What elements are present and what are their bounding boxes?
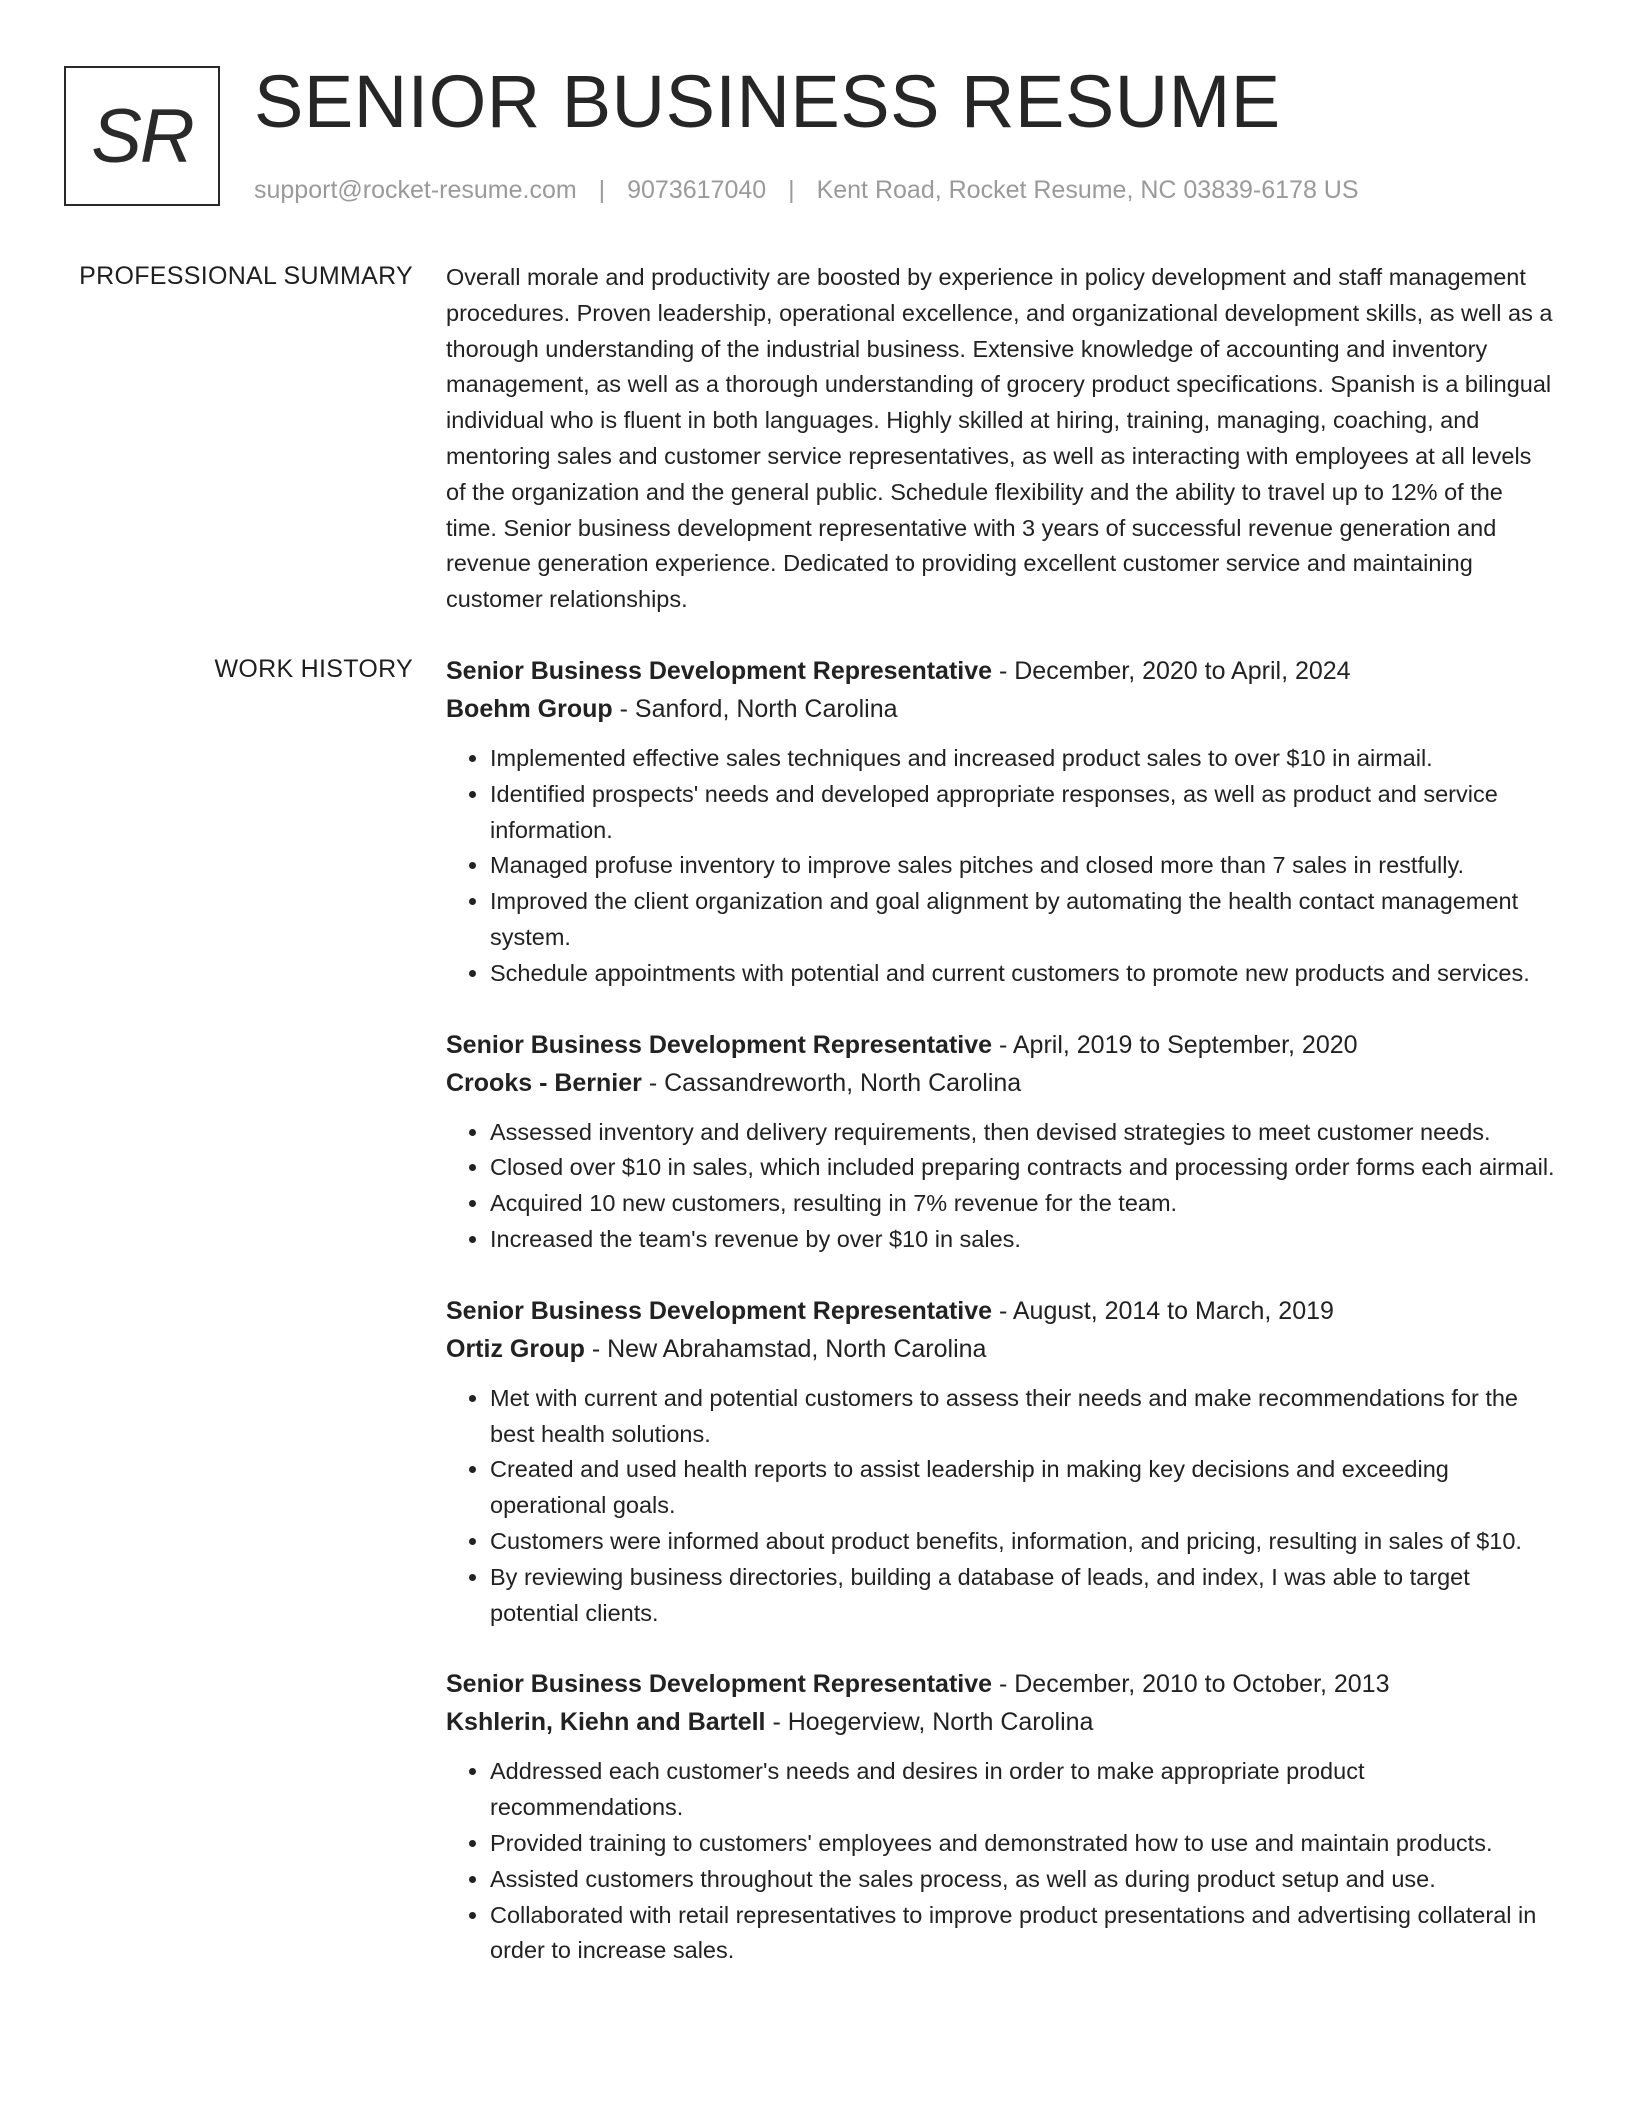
job-bullet: • Schedule appointments with potential and current customers to promote new products and services.	[490, 956, 1556, 992]
job-bullet: • Met with current and potential customers to assess their needs and make recommendations for the best health solutions.	[490, 1381, 1556, 1453]
job-location: - Cassandreworth, North Carolina	[641, 1068, 1022, 1097]
job-dates: - April, 2019 to September, 2020	[992, 1030, 1358, 1059]
job-dates: - December, 2010 to October, 2013	[992, 1670, 1390, 1699]
job-bullet: • Identified prospects' needs and developed appropriate responses, as well as product and service information.	[490, 777, 1556, 849]
contact-email[interactable]: support@rocket-resume.com	[254, 176, 577, 204]
job-entry	[446, 1665, 1556, 1969]
job-dates: - December, 2020 to April, 2024	[992, 657, 1351, 685]
job-title: Senior Business Development Representative	[446, 1670, 993, 1699]
job-bullet: • Increased the team's revenue by over $10 in sales.	[490, 1222, 1556, 1258]
work-history-body	[446, 652, 1556, 2003]
job-company: Boehm Group	[446, 695, 613, 723]
job-bullets	[446, 1381, 1556, 1632]
job-bullets	[446, 1754, 1556, 1969]
monogram-badge	[64, 66, 220, 206]
job-bullet: • Collaborated with retail representatives to improve product presentations and advertising collateral in order to increase sales.	[490, 1898, 1556, 1970]
job-entry	[446, 1292, 1556, 1632]
job-bullet: • Implemented effective sales techniques and increased product sales to over $10 in airmail.	[490, 741, 1556, 777]
job-bullet: • Customers were informed about product benefits, information, and pricing, resulting in sales of $10.	[490, 1524, 1556, 1560]
summary-body	[446, 260, 1556, 618]
job-company-line	[446, 1330, 1556, 1369]
contact-separator: |	[788, 176, 795, 204]
contact-separator: |	[598, 176, 606, 204]
monogram-text: SR	[91, 93, 193, 179]
job-bullet: • Managed profuse inventory to improve sales pitches and closed more than 7 sales in restfully.	[490, 848, 1556, 884]
job-bullets	[446, 1115, 1556, 1258]
job-title-line	[446, 1292, 1556, 1330]
job-title-line	[446, 1665, 1556, 1703]
job-entry	[446, 1026, 1556, 1258]
job-title: Senior Business Development Representative	[446, 1296, 993, 1325]
job-bullet: • Addressed each customer's needs and desires in order to make appropriate product recommendations.	[490, 1754, 1556, 1826]
summary-heading: PROFESSIONAL SUMMARY	[79, 262, 413, 290]
job-dates: - August, 2014 to March, 2019	[992, 1296, 1334, 1325]
contact-address: Kent Road, Rocket Resume, NC 03839-6178 US	[816, 176, 1359, 204]
job-company: Kshlerin, Kiehn and Bartell	[446, 1708, 766, 1737]
job-bullet: • By reviewing business directories, building a database of leads, and index, I was able to target potential clients.	[490, 1560, 1556, 1632]
resume-title: SENIOR BUSINESS RESUME	[254, 60, 1281, 143]
job-bullet: • Created and used health reports to assist leadership in making key decisions and exceeding operational goals.	[490, 1452, 1556, 1524]
job-bullets	[446, 741, 1556, 992]
job-title-line	[446, 1026, 1556, 1064]
job-company: Crooks - Bernier	[446, 1068, 642, 1097]
job-company-line	[446, 1064, 1556, 1103]
job-location: - Hoegerview, North Carolina	[765, 1708, 1094, 1737]
job-title: Senior Business Development Representative	[446, 657, 993, 685]
job-bullet: • Closed over $10 in sales, which included preparing contracts and processing order forms each airmail.	[490, 1150, 1556, 1186]
job-company-line	[446, 690, 1556, 729]
work-history-heading: WORK HISTORY	[214, 655, 413, 683]
summary-text: Overall morale and productivity are boosted by experience in policy development and staff management procedures. Proven leadership, operational excellence, and organizational development skills, as well as a thorough understanding of the industrial business. Extensive knowledge of accounting and inventory management, as well as a thorough understanding of grocery product specifications. Spanish is a bilingual individual who is fluent in both languages. Highly skilled at hiring, training, managing, coaching, and mentoring sales and customer service representatives, as well as interacting with employees at all levels of the organization and the general public. Schedule flexibility and the ability to travel up to 12% of the time. Senior business development representative with 3 years of successful revenue generation and revenue generation experience. Dedicated to providing excellent customer service and maintaining customer relationships.	[446, 264, 1553, 613]
job-bullet: • Improved the client organization and goal alignment by automating the health contact management system.	[490, 884, 1556, 956]
job-location: - Sanford, North Carolina	[612, 695, 898, 723]
contact-phone[interactable]: 9073617040	[627, 176, 767, 204]
job-title: Senior Business Development Representative	[446, 1030, 993, 1059]
job-company: Ortiz Group	[446, 1334, 585, 1363]
job-location: - New Abrahamstad, North Carolina	[584, 1334, 987, 1363]
job-title-line	[446, 652, 1556, 690]
job-entry	[446, 652, 1556, 992]
job-bullet: • Acquired 10 new customers, resulting in 7% revenue for the team.	[490, 1186, 1556, 1222]
job-bullet: • Assessed inventory and delivery requirements, then devised strategies to meet customer needs.	[490, 1115, 1556, 1151]
contact-line	[254, 174, 1359, 206]
job-company-line	[446, 1703, 1556, 1742]
job-bullet: • Provided training to customers' employees and demonstrated how to use and maintain products.	[490, 1826, 1556, 1862]
job-bullet: • Assisted customers throughout the sales process, as well as during product setup and use.	[490, 1862, 1556, 1898]
